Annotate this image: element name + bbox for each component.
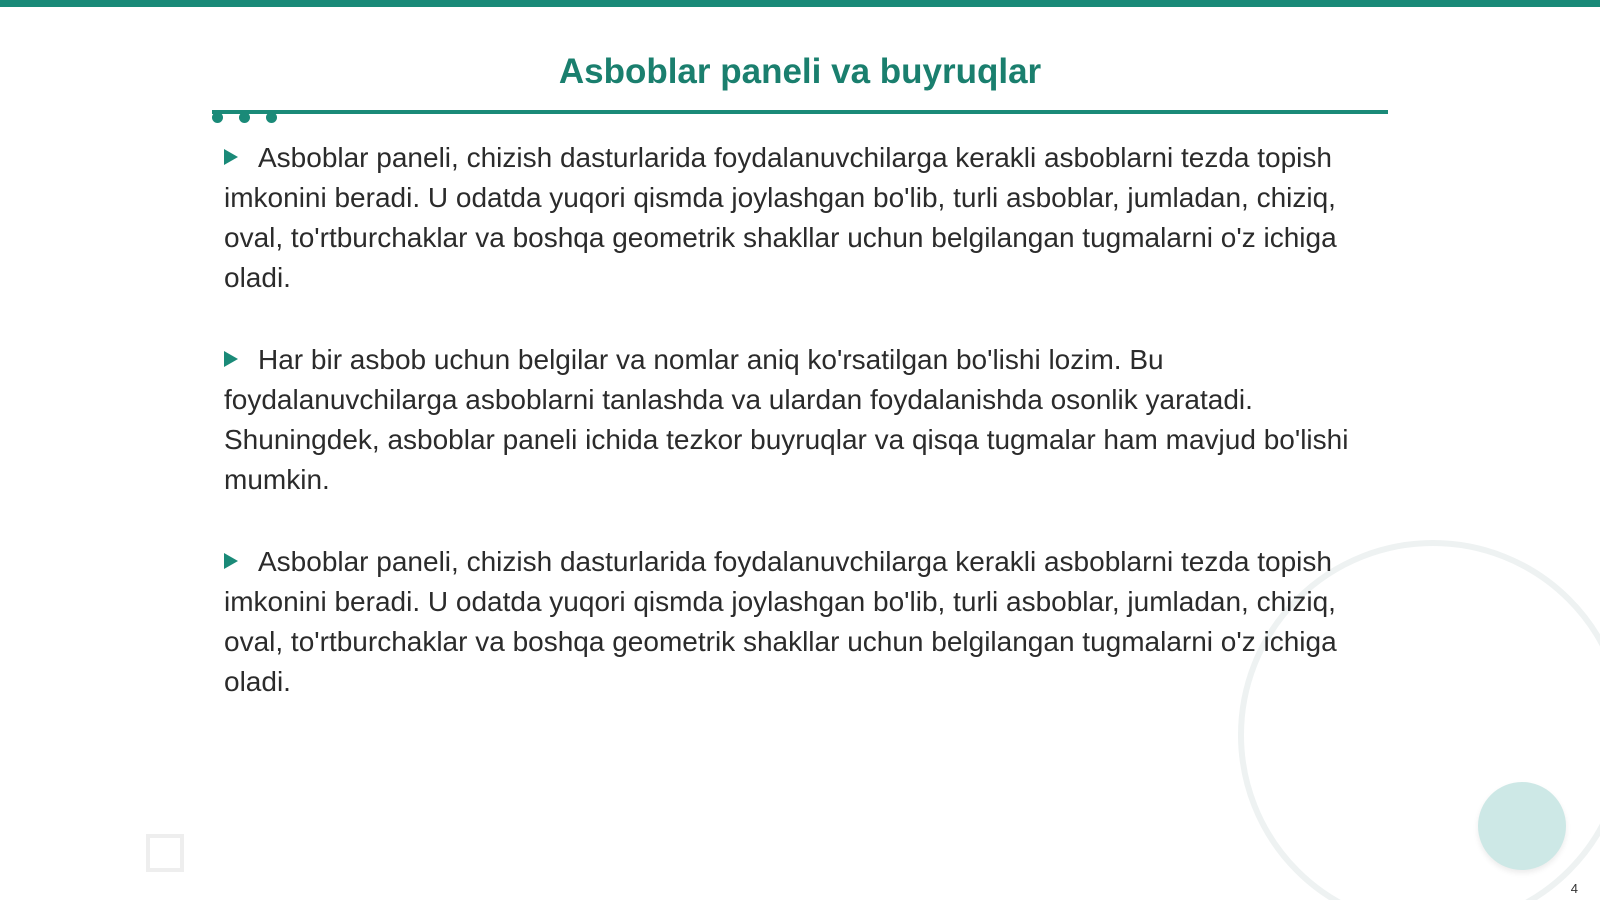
decorative-square [146, 834, 184, 872]
title-underline [212, 110, 1388, 114]
bullet-item [224, 138, 1364, 298]
slide-title: Asboblar paneli va buyruqlar [558, 52, 1042, 91]
triangle-bullet-icon [224, 149, 238, 165]
bullet-text: Har bir asbob uchun belgilar va nomlar aniq ko'rsatilgan bo'lishi lozim. Bu foydalanuvchilarga asboblarni tanlashda va ulardan foydalanishda osonlik yaratadi. Shuningdek, asboblar paneli ichida tezkor buyruqlar va qisqa tugmalar ham mavjud bo'lishi mumkin. [224, 344, 1349, 495]
dot-icon [239, 112, 250, 123]
dot-icon [266, 112, 277, 123]
top-accent-bar [0, 0, 1600, 7]
title-dots-decoration [212, 112, 292, 126]
bullet-item [224, 542, 1364, 702]
decorative-circle [1478, 782, 1566, 870]
bullet-list [224, 138, 1364, 744]
dot-icon [212, 112, 223, 123]
page-number: 4 [1570, 881, 1578, 896]
bullet-text: Asboblar paneli, chizish dasturlarida foydalanuvchilarga kerakli asboblarni tezda topish imkonini beradi. U odatda yuqori qismda joylashgan bo'lib, turli asboblar, jumladan, chiziq, oval, to'rtburchaklar va boshqa geometrik shakllar uchun belgilangan tugmalarni o'z ichiga oladi. [224, 142, 1337, 293]
bullet-item [224, 340, 1364, 500]
triangle-bullet-icon [224, 351, 238, 367]
bullet-text: Asboblar paneli, chizish dasturlarida foydalanuvchilarga kerakli asboblarni tezda topish imkonini beradi. U odatda yuqori qismda joylashgan bo'lib, turli asboblar, jumladan, chiziq, oval, to'rtburchaklar va boshqa geometrik shakllar uchun belgilangan tugmalarni o'z ichiga oladi. [224, 546, 1337, 697]
triangle-bullet-icon [224, 553, 238, 569]
